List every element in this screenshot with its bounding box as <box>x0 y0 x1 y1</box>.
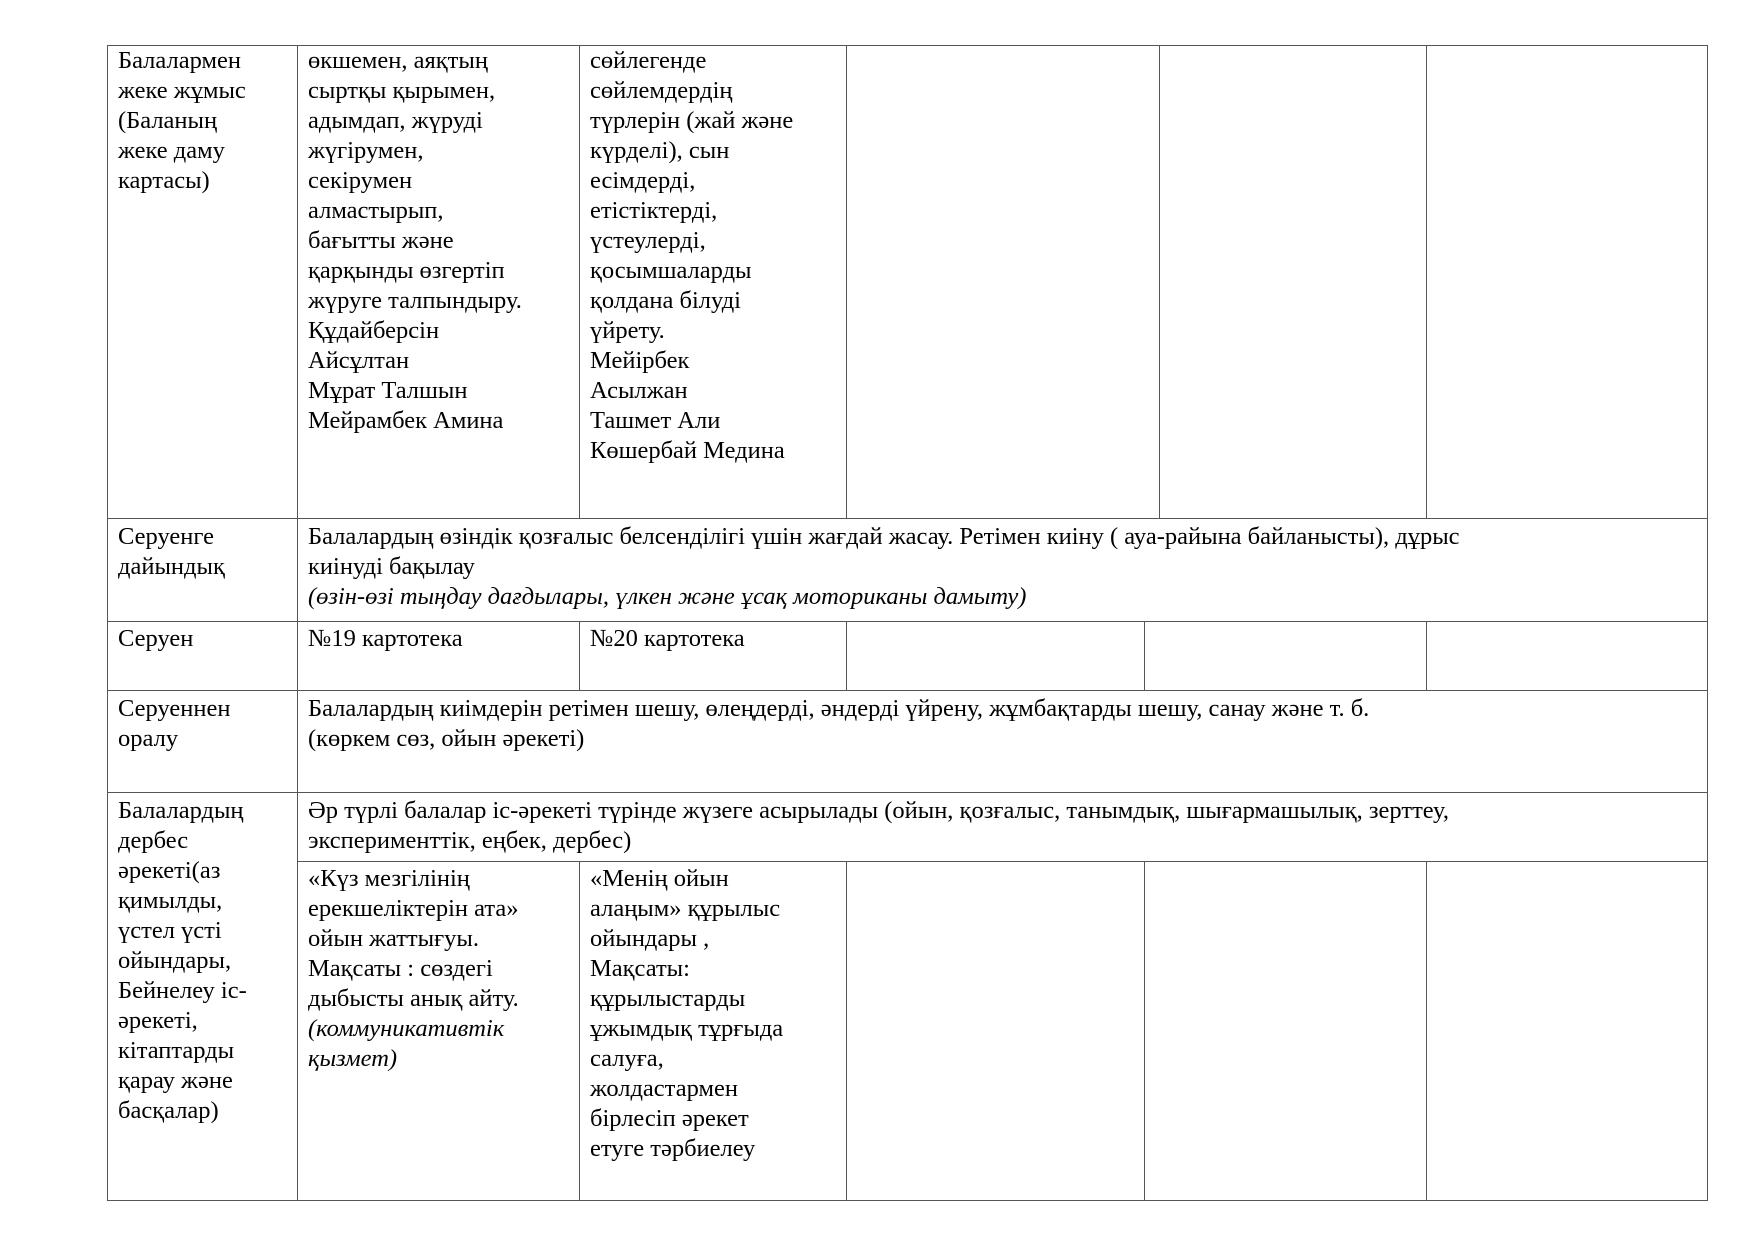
label-line: жеке жұмыс <box>118 77 246 104</box>
label-line: дербес <box>118 827 189 854</box>
text-line: Көшербай Медина <box>590 437 785 464</box>
column-divider <box>1426 861 1427 1201</box>
text-line: сөйлегенде <box>590 47 707 74</box>
table-border-bottom <box>107 1200 1708 1201</box>
label-line: кітаптарды <box>118 1037 235 1064</box>
table-border-left <box>107 45 108 1201</box>
walk-prep-text <box>297 522 1707 612</box>
label-line: әрекеті, <box>118 1007 198 1034</box>
text-line: Құдайберсін <box>308 317 440 344</box>
text-line: Мұрат Талшын <box>308 377 468 404</box>
text-line: «Күз мезгілінің <box>308 865 470 892</box>
text-line: өкшемен, аяқтың <box>308 47 488 74</box>
row-label-return <box>107 694 297 754</box>
column-divider <box>1426 45 1427 519</box>
text-line: сөйлемдердің <box>590 77 733 104</box>
text-line: секірумен <box>308 167 413 194</box>
label-line: қимылды, <box>118 887 223 914</box>
text-line: салуға, <box>590 1045 664 1072</box>
text-line: бірлесіп әрекет <box>590 1105 749 1132</box>
text-line: жүруге талпындыру. <box>308 287 522 314</box>
label-line: дайындық <box>118 553 225 580</box>
individual-work-col2 <box>579 46 846 466</box>
column-divider <box>1426 621 1427 691</box>
label-line: Серуенге <box>118 523 214 550</box>
label-line: басқалар) <box>118 1097 219 1124</box>
label-line: жеке даму <box>118 137 225 164</box>
text-line: етуге тәрбиелеу <box>590 1135 756 1162</box>
row-divider <box>107 792 1708 793</box>
text-line: алмастырып, <box>308 197 444 224</box>
label-line: ойындары, <box>118 947 232 974</box>
column-divider <box>579 861 580 1201</box>
text-line: киінуді бақылау <box>308 553 475 580</box>
text-line: түрлерін (жай және <box>590 107 794 134</box>
independent-text <box>297 796 1707 856</box>
text-line: үйрету. <box>590 317 665 344</box>
independent-col2 <box>579 864 846 1164</box>
label-line: картасы) <box>118 167 210 194</box>
text-line: Асылжан <box>590 377 688 404</box>
text-line: есімдерді, <box>590 167 696 194</box>
text-line: дыбысты анық айту. <box>308 985 519 1012</box>
text-line: №20 картотека <box>590 625 745 652</box>
text-line: қарқынды өзгертіп <box>308 257 505 284</box>
text-line: (көркем сөз, ойын әрекеті) <box>308 725 585 752</box>
label-column-divider <box>297 45 298 1201</box>
text-line: Балалардың өзіндік қозғалыс белсенділігі үшін жағдай жасау. Ретімен киіну ( ауа-райына байланысты), дұрыс <box>308 523 1460 550</box>
text-line: қолдана білуді <box>590 287 741 314</box>
label-line: үстел үсті <box>118 917 222 944</box>
text-line: үстеулерді, <box>590 227 706 254</box>
text-line: адымдап, жүруді <box>308 107 483 134</box>
walk-col1 <box>297 624 579 654</box>
text-line: «Менің ойын <box>590 865 729 892</box>
column-divider <box>846 621 847 691</box>
label-line: Балалармен <box>118 47 241 74</box>
text-line: жүгірумен, <box>308 137 424 164</box>
text-line: алаңым» құрылыс <box>590 895 781 922</box>
text-line: эксперименттік, еңбек, дербес) <box>308 827 632 854</box>
text-line: ойын жаттығуы. <box>308 925 479 952</box>
text-line: етістіктерді, <box>590 197 718 224</box>
text-line: ұжымдық тұрғыда <box>590 1015 784 1042</box>
return-text <box>297 694 1707 754</box>
text-line: №19 картотека <box>308 625 463 652</box>
row-label-walk <box>107 624 297 654</box>
text-line: күрделі), сын <box>590 137 730 164</box>
row-label-independent <box>107 796 297 1126</box>
label-line: оралу <box>118 725 179 752</box>
text-line: ойындары , <box>590 925 710 952</box>
text-line: Әр түрлі балалар іс-әрекеті түрінде жүзеге асырылады (ойын, қозғалыс, танымдық, шығармашылық, зерттеу, <box>308 797 1449 824</box>
label-line: (Баланың <box>118 107 218 134</box>
text-line: қосымшаларды <box>590 257 752 284</box>
walk-col2 <box>579 624 846 654</box>
column-divider <box>846 861 847 1201</box>
text-line: құрылыстарды <box>590 985 746 1012</box>
column-divider <box>1144 621 1145 691</box>
column-divider <box>846 45 847 519</box>
italic-note: (коммуникативтік <box>308 1015 505 1042</box>
column-divider <box>1159 45 1160 519</box>
text-line: Балалардың киімдерін ретімен шешу, өлеңдерді, әндерді үйрену, жұмбақтарды шешу, санау және т. б. <box>308 695 1370 722</box>
row-label-walk-prep <box>107 522 297 582</box>
label-line: Серуен <box>118 625 194 652</box>
text-line: жолдастармен <box>590 1075 738 1102</box>
table-border-right <box>1707 45 1708 1201</box>
individual-work-col1 <box>297 46 579 436</box>
text-line: Мейірбек <box>590 347 690 374</box>
label-line: Серуеннен <box>118 695 231 722</box>
text-line: ерекшеліктерін ата» <box>308 895 519 922</box>
text-line: Мақсаты : сөздегі <box>308 955 493 982</box>
row-divider <box>297 861 1708 862</box>
text-line: Мейрамбек Амина <box>308 407 504 434</box>
label-line: әрекеті(аз <box>118 857 221 884</box>
row-divider <box>107 690 1708 691</box>
column-divider <box>579 45 580 519</box>
table-border-top <box>107 45 1708 46</box>
row-label-individual-work <box>107 46 297 196</box>
italic-note: (өзін-өзі тыңдау дағдылары, үлкен және ұсақ моториканы дамыту) <box>308 583 1027 610</box>
text-line: Мақсаты: <box>590 955 690 982</box>
text-line: Ташмет Али <box>590 407 721 434</box>
text-line: бағытты және <box>308 227 454 254</box>
independent-col1 <box>297 864 579 1074</box>
column-divider <box>579 621 580 691</box>
text-line: сыртқы қырымен, <box>308 77 496 104</box>
row-divider <box>107 518 1708 519</box>
label-line: Бейнелеу іс- <box>118 977 247 1004</box>
text-line: Айсұлтан <box>308 347 410 374</box>
column-divider <box>1144 861 1145 1201</box>
italic-note: қызмет) <box>308 1045 398 1072</box>
row-divider <box>107 621 1708 622</box>
label-line: қарау және <box>118 1067 233 1094</box>
label-line: Балалардың <box>118 797 244 824</box>
